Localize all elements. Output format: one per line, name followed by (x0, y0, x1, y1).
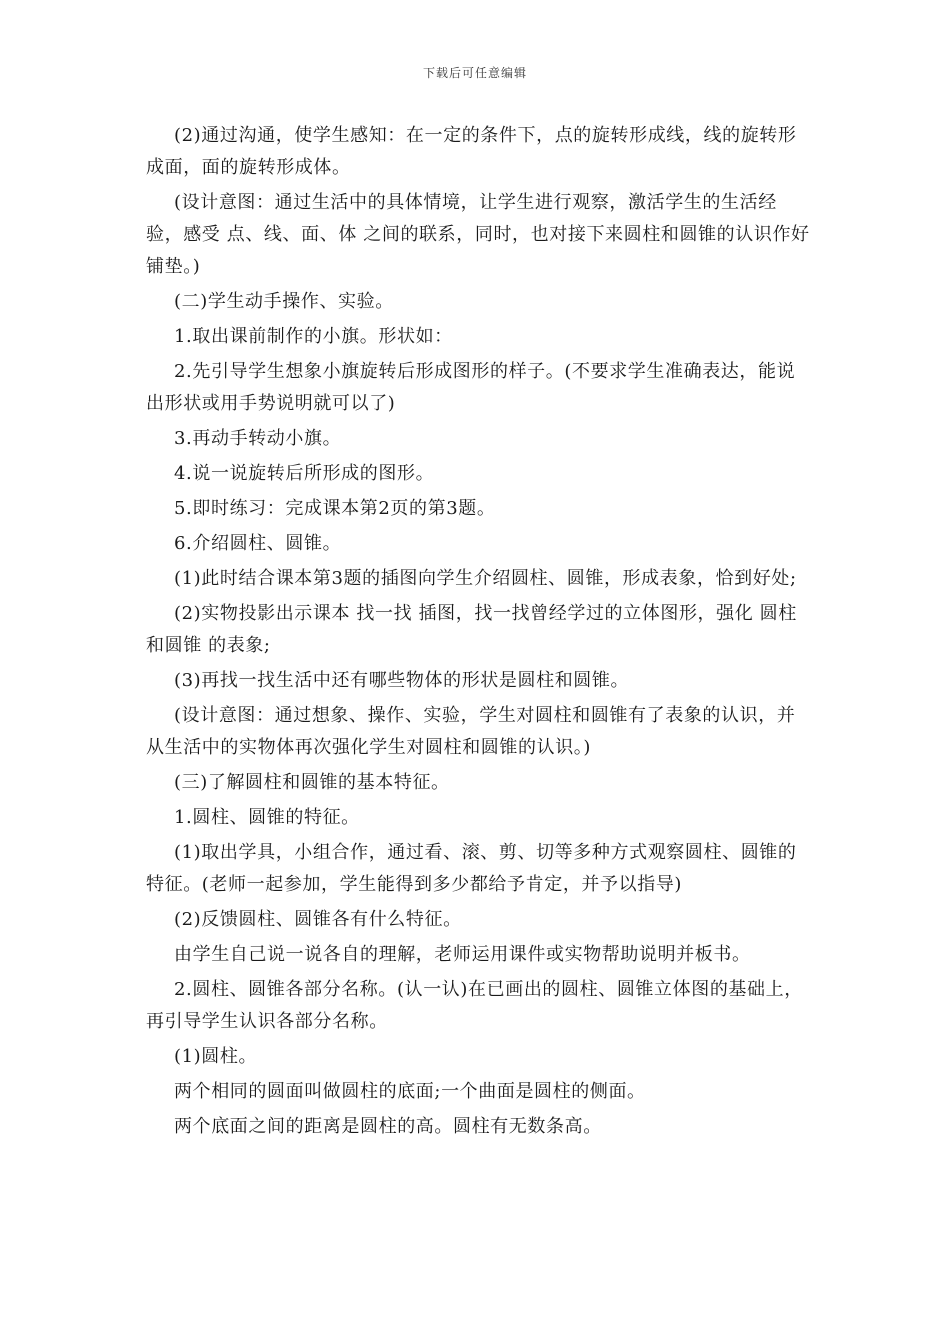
paragraph: 2.圆柱、圆锥各部分名称。(认一认)在已画出的圆柱、圆锥立体图的基础上，再引导学生认识各部分名称。 (146, 979, 803, 1032)
paragraph: 两个相同的圆面叫做圆柱的底面;一个曲面是圆柱的侧面。 (174, 1081, 646, 1102)
paragraph: 4.说一说旋转后所形成的图形。 (174, 463, 435, 484)
paragraph: 由学生自己说一说各自的理解，老师运用课件或实物帮助说明并板书。 (174, 944, 751, 965)
paragraph: (2)通过沟通，使学生感知：在一定的条件下，点的旋转形成线，线的旋转形成面，面的旋转形成体。 (146, 125, 797, 178)
paragraph: (1)此时结合课本第3题的插图向学生介绍圆柱、圆锥，形成表象，恰到好处; (174, 568, 797, 589)
paragraph: (1)圆柱。 (174, 1046, 258, 1067)
paragraph: 5.即时练习：完成课本第2页的第3题。 (174, 498, 496, 519)
paragraph: (2)实物投影出示课本 找一找 插图，找一找曾经学过的立体图形，强化 圆柱和圆锥 的表象; (146, 603, 797, 656)
paragraph: (设计意图：通过想象、操作、实验，学生对圆柱和圆锥有了表象的认识，并从生活中的实物体再次强化学生对圆柱和圆锥的认识。) (146, 705, 796, 758)
paragraph: 1.取出课前制作的小旗。形状如： (174, 326, 453, 347)
page-header: 下载后可任意编辑 (422, 66, 527, 80)
document-body (146, 120, 812, 1146)
paragraph: (1)取出学具，小组合作，通过看、滚、剪、切等多种方式观察圆柱、圆锥的特征。(老师一起参加，学生能得到多少都给予肯定，并予以指导) (146, 842, 797, 895)
paragraph: (二)学生动手操作、实验。 (174, 291, 394, 312)
paragraph: (2)反馈圆柱、圆锥各有什么特征。 (174, 909, 462, 930)
paragraph: 1.圆柱、圆锥的特征。 (174, 807, 360, 828)
paragraph: 两个底面之间的距离是圆柱的高。圆柱有无数条高。 (174, 1116, 602, 1137)
paragraph: (三)了解圆柱和圆锥的基本特征。 (174, 772, 450, 793)
paragraph: (设计意图：通过生活中的具体情境，让学生进行观察，激活学生的生活经验，感受 点、线、面、体 之间的联系，同时，也对接下来圆柱和圆锥的认识作好铺垫。) (146, 192, 810, 277)
paragraph: 2.先引导学生想象小旗旋转后形成图形的样子。(不要求学生准确表达，能说出形状或用手势说明就可以了) (146, 361, 796, 414)
paragraph: (3)再找一找生活中还有哪些物体的形状是圆柱和圆锥。 (174, 670, 630, 691)
paragraph: 3.再动手转动小旗。 (174, 428, 342, 449)
paragraph: 6.介绍圆柱、圆锥。 (174, 533, 342, 554)
